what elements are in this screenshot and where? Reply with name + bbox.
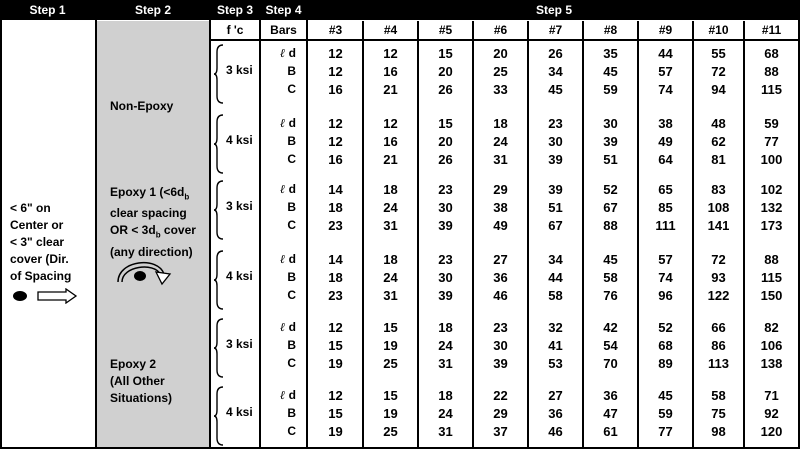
table-cell: 29 — [493, 182, 508, 197]
bar-label-b: B — [287, 406, 296, 420]
table-cell: 68 — [764, 46, 779, 61]
grid-line — [472, 21, 474, 449]
table-cell: 25 — [383, 424, 398, 439]
bar-size-header: #4 — [383, 23, 398, 37]
bar-label-b: B — [287, 64, 296, 78]
bar-label-ld: ℓ d — [279, 182, 296, 196]
grid-line — [0, 0, 2, 449]
table-cell: 23 — [438, 252, 453, 267]
table-cell: 24 — [438, 406, 453, 421]
table-cell: 58 — [711, 388, 726, 403]
table-cell: 62 — [711, 134, 726, 149]
table-cell: 12 — [328, 388, 343, 403]
table-cell: 38 — [658, 116, 673, 131]
table-cell: 70 — [603, 356, 618, 371]
table-cell: 67 — [548, 218, 563, 233]
table-cell: 74 — [658, 270, 673, 285]
step1-line: Center or — [10, 218, 64, 232]
table-cell: 102 — [760, 182, 783, 197]
header-step2: Step 2 — [97, 0, 209, 20]
bar-label-c: C — [287, 82, 296, 96]
table-cell: 30 — [603, 116, 618, 131]
subheader-bars: Bars — [270, 23, 297, 37]
table-cell: 25 — [493, 64, 508, 79]
table-cell: 122 — [707, 288, 730, 303]
table-cell: 26 — [438, 82, 453, 97]
table-cell: 20 — [438, 134, 453, 149]
table-cell: 115 — [761, 270, 782, 285]
table-cell: 72 — [711, 64, 726, 79]
table-cell: 12 — [328, 116, 343, 131]
table-cell: 20 — [493, 46, 508, 61]
epoxy2-line: Situations) — [110, 391, 172, 405]
table-cell: 81 — [711, 152, 726, 167]
table-cell: 31 — [383, 288, 398, 303]
table-cell: 18 — [383, 252, 398, 267]
bar-label-ld: ℓ d — [279, 116, 296, 130]
table-cell: 24 — [383, 200, 398, 215]
table-cell: 76 — [603, 288, 618, 303]
table-cell: 51 — [548, 200, 563, 215]
step1-line: of Spacing — [10, 269, 72, 283]
table-cell: 100 — [760, 152, 783, 167]
table-cell: 58 — [603, 270, 618, 285]
group-brace — [213, 318, 225, 378]
grid-line — [692, 21, 694, 449]
table-cell: 23 — [493, 320, 508, 335]
subheader-fc: f 'c — [226, 23, 244, 37]
table-cell: 65 — [658, 182, 673, 197]
table-cell: 59 — [603, 82, 618, 97]
table-cell: 115 — [761, 82, 782, 97]
bar-size-header: #11 — [761, 23, 782, 37]
bar-label-ld: ℓ d — [279, 252, 296, 266]
table-cell: 37 — [493, 424, 508, 439]
table-cell: 46 — [548, 424, 563, 439]
bar-size-header: #10 — [708, 23, 729, 37]
fc-value: 4 ksi — [226, 405, 253, 419]
table-cell: 42 — [603, 320, 618, 335]
table-cell: 15 — [438, 46, 453, 61]
table-cell: 12 — [328, 46, 343, 61]
bar-label-ld: ℓ d — [279, 388, 296, 402]
bar-label-b: B — [287, 134, 296, 148]
table-cell: 44 — [548, 270, 563, 285]
table-cell: 41 — [548, 338, 563, 353]
table-cell: 45 — [603, 252, 618, 267]
table-cell: 57 — [658, 64, 673, 79]
bar-label-c: C — [287, 424, 296, 438]
table-cell: 39 — [438, 218, 453, 233]
table-cell: 31 — [438, 424, 453, 439]
table-cell: 15 — [328, 406, 343, 421]
table-cell: 111 — [655, 218, 676, 233]
grid-line — [417, 21, 419, 449]
table-cell: 138 — [760, 356, 783, 371]
fc-value: 4 ksi — [226, 269, 253, 283]
bar-size-header: #5 — [438, 23, 453, 37]
table-cell: 92 — [764, 406, 779, 421]
table-cell: 173 — [760, 218, 783, 233]
table-cell: 93 — [711, 270, 726, 285]
table-cell: 45 — [658, 388, 673, 403]
table-cell: 71 — [764, 388, 779, 403]
table-cell: 14 — [328, 252, 343, 267]
epoxy1-line: OR < 3d — [110, 223, 156, 238]
table-cell: 68 — [658, 338, 673, 353]
step2-epoxy2 — [110, 356, 210, 407]
grid-line — [743, 21, 745, 449]
table-cell: 18 — [328, 200, 343, 215]
table-cell: 19 — [328, 424, 343, 439]
table-cell: 18 — [438, 388, 453, 403]
table-cell: 36 — [493, 270, 508, 285]
table-cell: 36 — [603, 388, 618, 403]
table-cell: 57 — [658, 252, 673, 267]
step1-line: < 6" on — [10, 201, 51, 215]
bar-size-header: #8 — [603, 23, 618, 37]
epoxy2-line: Epoxy 2 — [110, 357, 157, 371]
table-cell: 39 — [548, 152, 563, 167]
table-cell: 113 — [708, 356, 729, 371]
table-cell: 33 — [493, 82, 508, 97]
table-cell: 49 — [493, 218, 508, 233]
table-cell: 82 — [764, 320, 779, 335]
epoxy1-line: (any direction) — [110, 244, 193, 259]
rotation-arrow-icon — [112, 254, 174, 286]
table-cell: 67 — [603, 200, 618, 215]
header-step1: Step 1 — [0, 0, 95, 20]
step2-non-epoxy: Non-Epoxy — [110, 99, 174, 113]
table-cell: 34 — [548, 252, 563, 267]
table-cell: 12 — [328, 134, 343, 149]
bar-label-c: C — [287, 356, 296, 370]
table-cell: 77 — [764, 134, 779, 149]
bar-label-b: B — [287, 200, 296, 214]
bar-label-c: C — [287, 152, 296, 166]
table-cell: 52 — [658, 320, 673, 335]
bar-label-ld: ℓ d — [279, 320, 296, 334]
table-cell: 12 — [383, 46, 398, 61]
table-cell: 15 — [383, 320, 398, 335]
table-cell: 30 — [438, 270, 453, 285]
table-cell: 51 — [603, 152, 618, 167]
table-cell: 74 — [658, 82, 673, 97]
table-cell: 88 — [764, 252, 779, 267]
table-cell: 150 — [760, 288, 783, 303]
table-cell: 141 — [707, 218, 730, 233]
table-cell: 94 — [711, 82, 726, 97]
table-cell: 19 — [383, 338, 398, 353]
table-cell: 53 — [548, 356, 563, 371]
table-cell: 59 — [764, 116, 779, 131]
table-cell: 58 — [548, 288, 563, 303]
table-cell: 38 — [493, 200, 508, 215]
table-cell: 85 — [658, 200, 673, 215]
table-cell: 39 — [493, 356, 508, 371]
subscript-b: b — [184, 192, 190, 202]
table-cell: 108 — [707, 200, 730, 215]
table-cell: 16 — [328, 152, 343, 167]
table-cell: 22 — [493, 388, 508, 403]
grid-line — [582, 21, 584, 449]
fc-value: 4 ksi — [226, 133, 253, 147]
table-cell: 31 — [493, 152, 508, 167]
table-cell: 89 — [658, 356, 673, 371]
group-brace — [213, 386, 225, 446]
grid-line — [362, 21, 364, 449]
table-cell: 86 — [711, 338, 726, 353]
grid-line — [637, 21, 639, 449]
table-cell: 120 — [760, 424, 783, 439]
bar-label-c: C — [287, 218, 296, 232]
table-cell: 27 — [548, 388, 563, 403]
bar-size-header: #6 — [493, 23, 508, 37]
group-brace — [213, 250, 225, 310]
table-cell: 23 — [328, 218, 343, 233]
subscript-b: b — [155, 230, 161, 240]
bar-label-b: B — [287, 270, 296, 284]
fc-value: 3 ksi — [226, 199, 253, 213]
epoxy1-line: cover — [160, 223, 196, 238]
table-cell: 24 — [383, 270, 398, 285]
table-cell: 45 — [603, 64, 618, 79]
bar-size-header: #3 — [328, 23, 343, 37]
table-cell: 72 — [711, 252, 726, 267]
table-cell: 12 — [383, 116, 398, 131]
group-brace — [213, 44, 225, 104]
table-cell: 83 — [711, 182, 726, 197]
table-cell: 46 — [493, 288, 508, 303]
grid-line — [527, 21, 529, 449]
table-cell: 25 — [383, 356, 398, 371]
epoxy1-line: clear spacing — [110, 206, 187, 221]
table-cell: 32 — [548, 320, 563, 335]
table-cell: 52 — [603, 182, 618, 197]
table-cell: 16 — [383, 64, 398, 79]
table-cell: 16 — [328, 82, 343, 97]
spacing-direction-icon — [10, 288, 80, 304]
table-cell: 39 — [438, 288, 453, 303]
fc-value: 3 ksi — [226, 63, 253, 77]
table-cell: 15 — [328, 338, 343, 353]
table-cell: 24 — [493, 134, 508, 149]
table-cell: 30 — [548, 134, 563, 149]
table-cell: 132 — [760, 200, 783, 215]
header-step5: Step 5 — [308, 0, 800, 20]
header-step3: Step 3 — [211, 0, 259, 20]
table-cell: 26 — [438, 152, 453, 167]
grid-line — [95, 0, 97, 449]
table-cell: 18 — [328, 270, 343, 285]
group-brace — [213, 180, 225, 240]
table-cell: 29 — [493, 406, 508, 421]
table-cell: 18 — [383, 182, 398, 197]
bar-label-b: B — [287, 338, 296, 352]
table-cell: 15 — [438, 116, 453, 131]
table-cell: 35 — [603, 46, 618, 61]
table-cell: 34 — [548, 64, 563, 79]
table-cell: 26 — [548, 46, 563, 61]
grid-line — [209, 39, 800, 41]
grid-line — [306, 0, 308, 449]
table-cell: 47 — [603, 406, 618, 421]
table-cell: 21 — [383, 82, 398, 97]
table-cell: 88 — [764, 64, 779, 79]
table-cell: 24 — [438, 338, 453, 353]
header-step4: Step 4 — [261, 0, 306, 20]
table-cell: 59 — [658, 406, 673, 421]
table-cell: 55 — [711, 46, 726, 61]
epoxy1-line: Epoxy 1 (<6d — [110, 185, 185, 199]
table-cell: 61 — [603, 424, 618, 439]
table-cell: 12 — [328, 64, 343, 79]
table-cell: 16 — [383, 134, 398, 149]
table-cell: 23 — [438, 182, 453, 197]
table-cell: 18 — [493, 116, 508, 131]
table-cell: 36 — [548, 406, 563, 421]
step1-description — [10, 200, 92, 309]
table-cell: 12 — [328, 320, 343, 335]
table-cell: 45 — [548, 82, 563, 97]
table-cell: 96 — [658, 288, 673, 303]
step1-line: < 3" clear — [10, 235, 65, 249]
table-cell: 66 — [711, 320, 726, 335]
table-cell: 39 — [548, 182, 563, 197]
table-cell: 23 — [328, 288, 343, 303]
step1-line: cover (Dir. — [10, 252, 69, 266]
table-cell: 19 — [328, 356, 343, 371]
table-cell: 54 — [603, 338, 618, 353]
table-cell: 49 — [658, 134, 673, 149]
table-cell: 18 — [438, 320, 453, 335]
step2-epoxy1 — [110, 184, 210, 261]
table-cell: 19 — [383, 406, 398, 421]
table-cell: 31 — [383, 218, 398, 233]
table-cell: 20 — [438, 64, 453, 79]
table-cell: 31 — [438, 356, 453, 371]
bar-size-header: #9 — [658, 23, 673, 37]
table-cell: 75 — [711, 406, 726, 421]
bar-label-ld: ℓ d — [279, 46, 296, 60]
bar-label-c: C — [287, 288, 296, 302]
epoxy2-line: (All Other — [110, 374, 165, 388]
table-cell: 39 — [603, 134, 618, 149]
table-cell: 14 — [328, 182, 343, 197]
fc-value: 3 ksi — [226, 337, 253, 351]
table-cell: 64 — [658, 152, 673, 167]
group-brace — [213, 114, 225, 174]
table-cell: 106 — [760, 338, 783, 353]
table-cell: 98 — [711, 424, 726, 439]
table-cell: 30 — [493, 338, 508, 353]
table-cell: 21 — [383, 152, 398, 167]
table-cell: 15 — [383, 388, 398, 403]
table-cell: 77 — [658, 424, 673, 439]
table-cell: 23 — [548, 116, 563, 131]
table-cell: 30 — [438, 200, 453, 215]
table-cell: 88 — [603, 218, 618, 233]
table-cell: 27 — [493, 252, 508, 267]
bar-size-header: #7 — [548, 23, 563, 37]
table-cell: 44 — [658, 46, 673, 61]
table-cell: 48 — [711, 116, 726, 131]
